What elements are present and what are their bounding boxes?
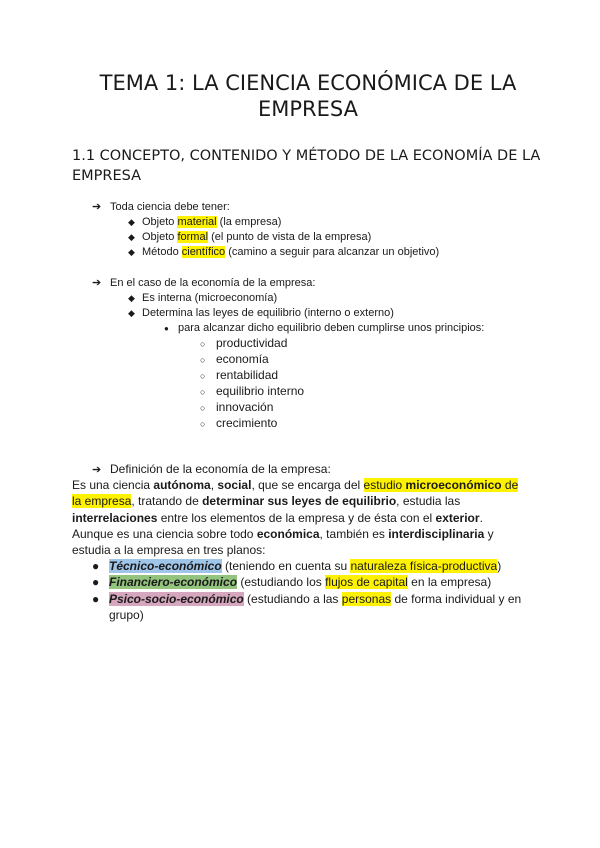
list-item: ● Psico-socio-económico (estudiando a las personas de forma individual y en grupo) (92, 591, 522, 622)
list-item: ◆ Determina las leyes de equilibrio (interno o externo) (128, 307, 394, 319)
diamond-bullet-icon: ◆ (128, 293, 135, 303)
list-item: ● para alcanzar dicho equilibrio deben cumplirse unos principios: (164, 322, 485, 334)
list-item: ● Técnico-económico (teniendo en cuenta su naturaleza física-productiva) (92, 559, 502, 573)
bullet-icon: ● (92, 559, 100, 573)
diamond-bullet-icon: ◆ (128, 308, 135, 318)
circle-bullet-icon: ○ (200, 387, 206, 397)
section1-heading: ➔ Toda ciencia debe tener: (92, 201, 230, 213)
planes-list (92, 558, 532, 623)
page-title: TEMA 1: LA CIENCIA ECONÓMICA DE LA EMPRESA (99, 71, 517, 121)
definition-paragraph-2: Aunque es una ciencia sobre todo económica, también es interdisciplinaria y estudia a la empresa en tres planos: (72, 526, 494, 558)
section2-heading: ➔ En el caso de la economía de la empresa: (92, 277, 316, 289)
list-item: ◆ Objeto formal (el punto de vista de la empresa) (128, 231, 372, 243)
circle-bullet-icon: ○ (200, 371, 206, 381)
bullet-icon: ● (92, 591, 100, 606)
diamond-bullet-icon: ◆ (128, 232, 135, 242)
list-item: ○ economía (200, 352, 269, 366)
list-item: ◆ Es interna (microeconomía) (128, 292, 278, 304)
list-item: ◆ Objeto material (la empresa) (128, 216, 282, 228)
definition-text (72, 477, 530, 558)
circle-bullet-icon: ○ (200, 419, 206, 429)
list-item: ○ equilibrio interno (200, 384, 305, 398)
section3-heading: ➔ Definición de la economía de la empresa: (92, 462, 331, 476)
circle-bullet-icon: ○ (200, 339, 206, 349)
circle-bullet-icon: ○ (200, 403, 206, 413)
list-item: ◆ Método científico (camino a seguir para alcanzar un objetivo) (128, 246, 440, 258)
section-subtitle: 1.1 CONCEPTO, CONTENIDO Y MÉTODO DE LA ECONOMÍA DE LA EMPRESA (72, 148, 541, 184)
list-item: ○ crecimiento (200, 416, 278, 430)
circle-bullet-icon: ○ (200, 355, 206, 365)
arrow-icon: ➔ (92, 277, 102, 289)
list-item: ○ productividad (200, 336, 288, 350)
list-item: ● Financiero-económico (estudiando los flujos de capital en la empresa) (92, 575, 492, 590)
dot-bullet-icon: ● (164, 324, 169, 333)
bullet-icon: ● (92, 575, 100, 590)
list-item: ○ rentabilidad (200, 368, 279, 382)
list-item: ○ innovación (200, 400, 274, 414)
diamond-bullet-icon: ◆ (128, 217, 135, 227)
definition-paragraph: Es una ciencia autónoma, social, que se encarga del estudio microeconómico de la empresa, tratando de determinar sus leyes de equilibrio, estudia las interrelaciones entre los elementos de la empresa y de ésta con el exterior. (72, 478, 519, 525)
diamond-bullet-icon: ◆ (128, 247, 135, 257)
arrow-icon: ➔ (92, 464, 102, 476)
arrow-icon: ➔ (92, 201, 102, 213)
